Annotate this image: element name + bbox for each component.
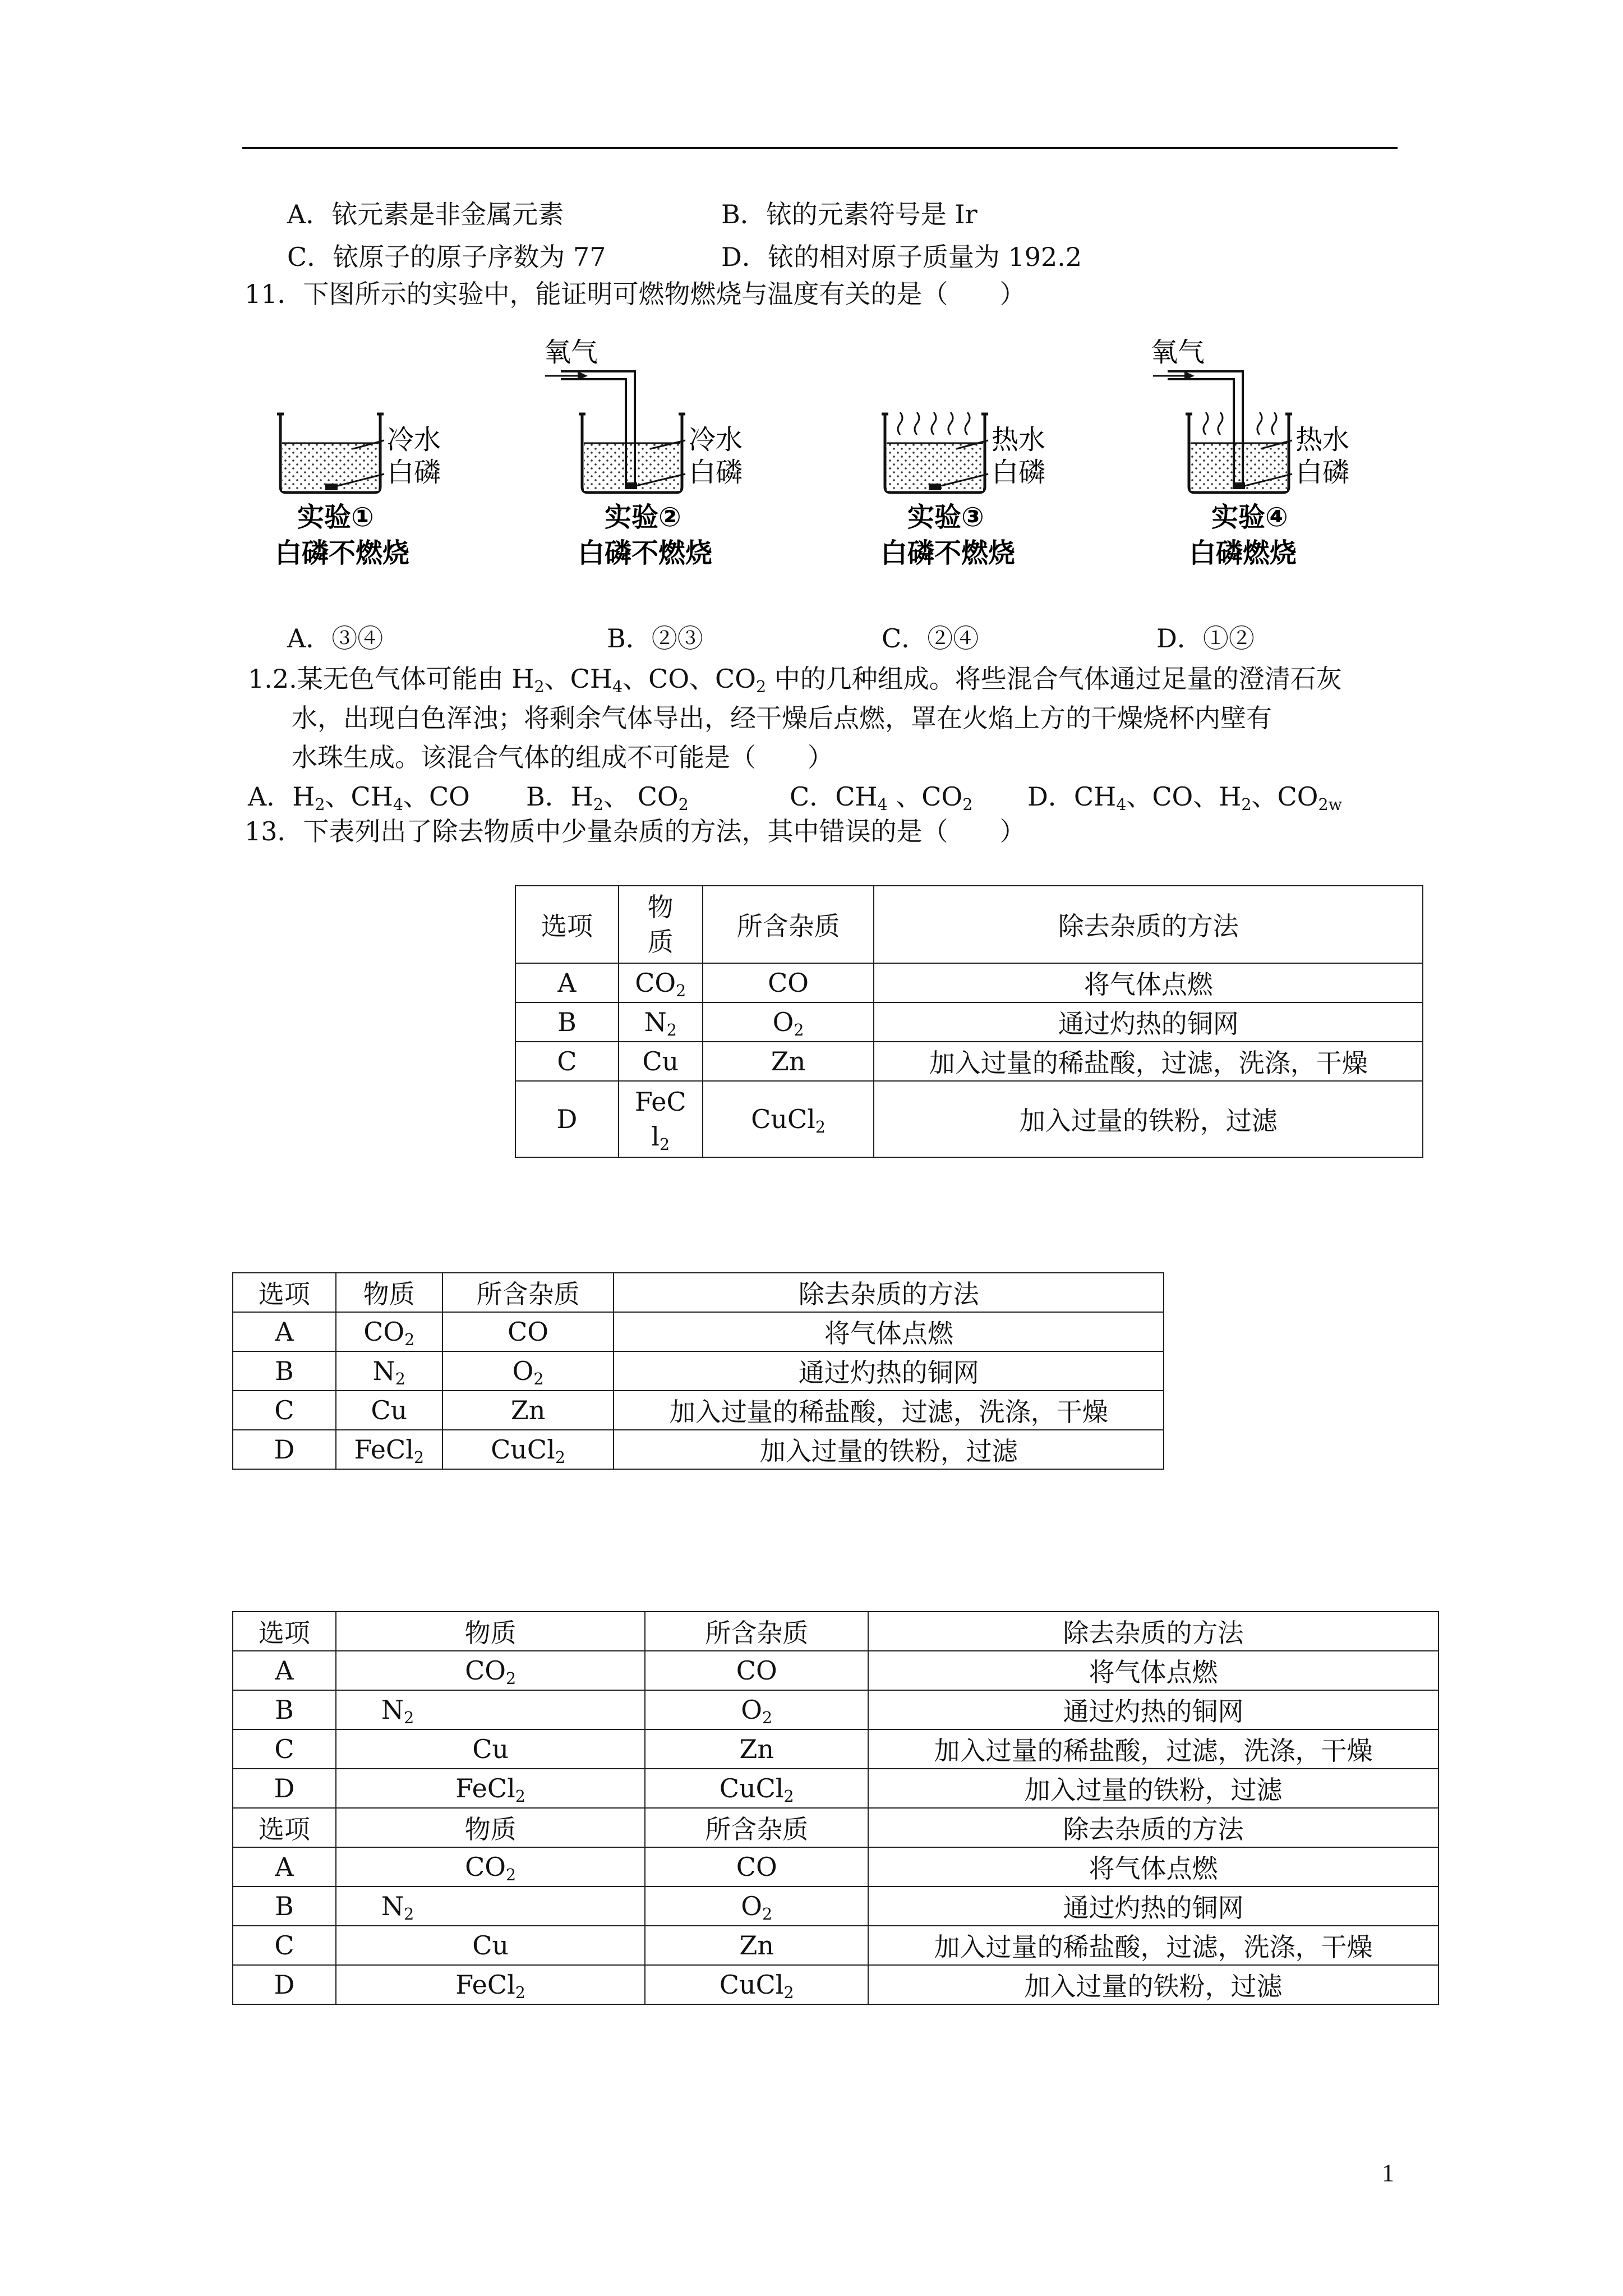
t2-row-a: A $CO_2$ CO 将气体点燃 bbox=[233, 1312, 1164, 1351]
q11-experiment-figure bbox=[264, 337, 1385, 583]
exp4-result: 白磷燃烧 bbox=[1189, 537, 1297, 569]
t3-row-a: A $CO_2$ CO 将气体点燃 bbox=[233, 1651, 1438, 1690]
exp1-name: 实验① bbox=[297, 501, 374, 533]
q12-option-d: D．$CH_4$、CO、$H_2$、$CO_{2w}$ bbox=[1027, 781, 1343, 814]
t2-header-substance: 物质 bbox=[336, 1273, 442, 1312]
header-rule bbox=[242, 147, 1398, 149]
t2-header-option: 选项 bbox=[233, 1273, 336, 1312]
beaker-2 bbox=[545, 371, 685, 493]
q12-option-b: B．$H_2$、 $CO_2$ bbox=[526, 781, 689, 814]
beaker-3 bbox=[882, 412, 988, 493]
exp3-water-label: 热水 bbox=[992, 424, 1046, 455]
q11-option-c: C．②④ bbox=[882, 623, 979, 654]
t3-header2-impurity: 所含杂质 bbox=[645, 1808, 868, 1847]
q10-option-a: A．铱元素是非金属元素 bbox=[287, 199, 564, 229]
exp3-result: 白磷不燃烧 bbox=[880, 537, 1016, 569]
q10-option-d: D．铱的相对原子质量为 192.2 bbox=[721, 242, 1082, 272]
beaker-4 bbox=[1153, 371, 1292, 493]
q12-option-c: C．$CH_4$ 、$CO_2$ bbox=[790, 781, 973, 814]
q13-stem: 13．下表列出了除去物质中少量杂质的方法，其中错误的是（ ） bbox=[245, 816, 1026, 846]
t3-row2-d: D FeCl$_2$ CuCl$_2$ 加入过量的铁粉，过滤 bbox=[233, 1965, 1438, 2004]
t2-row-c: C Cu Zn 加入过量的稀盐酸，过滤，洗涤，干燥 bbox=[233, 1391, 1164, 1430]
exp1-result: 白磷不燃烧 bbox=[275, 537, 410, 569]
t3-header2-option: 选项 bbox=[233, 1808, 336, 1847]
exp4-name: 实验④ bbox=[1211, 501, 1288, 533]
t1-row-b: B $N_2$ $O_2$ 通过灼热的铜网 bbox=[515, 1002, 1423, 1042]
q12-option-a: A．$H_2$、$CH_4$、CO bbox=[248, 781, 470, 814]
t3-row2-b: B $N_2$ $O_2$ 通过灼热的铜网 bbox=[233, 1887, 1438, 1926]
t3-row-b: B $N_2$ $O_2$ 通过灼热的铜网 bbox=[233, 1690, 1438, 1729]
exp4-water-label: 热水 bbox=[1295, 424, 1350, 455]
t3-row2-a: A $CO_2$ CO 将气体点燃 bbox=[233, 1847, 1438, 1887]
q11-option-d: D．①② bbox=[1156, 623, 1255, 654]
exp1-water-label: 冷水 bbox=[387, 424, 441, 455]
beaker-1 bbox=[277, 414, 384, 493]
q10-option-c: C．铱原子的原子序数为 77 bbox=[287, 242, 606, 272]
t1-header-substance: 物 质 bbox=[619, 886, 703, 963]
t3-header2-method: 除去杂质的方法 bbox=[868, 1808, 1438, 1847]
t3-row-d: D FeCl$_2$ CuCl$_2$ 加入过量的铁粉，过滤 bbox=[233, 1769, 1438, 1808]
t1-row-c: C Cu Zn 加入过量的稀盐酸，过滤，洗涤，干燥 bbox=[515, 1042, 1423, 1081]
t1-row-d: D FeC $l_2$ CuCl$_2$ 加入过量的铁粉，过滤 bbox=[515, 1081, 1423, 1157]
t2-row-d: D FeCl$_2$ CuCl$_2$ 加入过量的铁粉，过滤 bbox=[233, 1430, 1164, 1469]
q12-stem-line1: 1.2.某无色气体可能由 $H_2$、$CH_4$、CO、$CO_2$ 中的几种组成。将些混合气体通过足量的澄清石灰 bbox=[248, 664, 1342, 696]
t2-row-b: B $N_2$ $O_2$ 通过灼热的铜网 bbox=[233, 1351, 1164, 1391]
q11-option-b: B．②③ bbox=[607, 623, 703, 654]
impurity-table-2 bbox=[232, 1272, 1164, 1470]
impurity-table-1 bbox=[515, 885, 1423, 1158]
exp1-phosphorus-label: 白磷 bbox=[387, 457, 441, 488]
q10-option-b: B．铱的元素符号是 Ir bbox=[721, 199, 978, 229]
q12-stem-line2: 水，出现白色浑浊；将剩余气体导出，经干燥后点燃，罩在火焰上方的干燥烧杯内壁有 bbox=[292, 703, 1272, 733]
q12-stem-line3: 水珠生成。该混合气体的组成不可能是（ ） bbox=[292, 742, 833, 772]
exp2-oxygen-label: 氧气 bbox=[544, 337, 598, 368]
t1-header-option: 选项 bbox=[515, 886, 619, 963]
q11-stem: 11．下图所示的实验中，能证明可燃物燃烧与温度有关的是（ ） bbox=[245, 279, 1026, 309]
impurity-table-3 bbox=[232, 1611, 1439, 2005]
q11-option-a: A．③④ bbox=[287, 623, 384, 654]
t3-header-substance: 物质 bbox=[336, 1612, 645, 1651]
t2-header-method: 除去杂质的方法 bbox=[614, 1273, 1164, 1312]
t3-header-impurity: 所含杂质 bbox=[645, 1612, 868, 1651]
t3-header-method: 除去杂质的方法 bbox=[868, 1612, 1438, 1651]
exp2-water-label: 冷水 bbox=[689, 424, 743, 455]
t1-header-method: 除去杂质的方法 bbox=[874, 886, 1423, 963]
t3-row-c: C Cu Zn 加入过量的稀盐酸，过滤，洗涤，干燥 bbox=[233, 1729, 1438, 1769]
t1-row-a: A $CO_2$ CO 将气体点燃 bbox=[515, 963, 1423, 1002]
exp4-oxygen-label: 氧气 bbox=[1151, 337, 1205, 368]
exp3-phosphorus-label: 白磷 bbox=[992, 457, 1046, 488]
exp3-name: 实验③ bbox=[907, 501, 984, 533]
exp4-phosphorus-label: 白磷 bbox=[1295, 457, 1350, 488]
t3-row2-c: C Cu Zn 加入过量的稀盐酸，过滤，洗涤，干燥 bbox=[233, 1926, 1438, 1965]
t2-header-impurity: 所含杂质 bbox=[442, 1273, 614, 1312]
page-number: 1 bbox=[1382, 2159, 1394, 2187]
t3-header-option: 选项 bbox=[233, 1612, 336, 1651]
exp2-phosphorus-label: 白磷 bbox=[689, 457, 743, 488]
exp2-name: 实验② bbox=[605, 501, 681, 533]
t3-header2-substance: 物质 bbox=[336, 1808, 645, 1847]
t1-header-impurity: 所含杂质 bbox=[703, 886, 874, 963]
exp2-result: 白磷不燃烧 bbox=[578, 537, 713, 569]
